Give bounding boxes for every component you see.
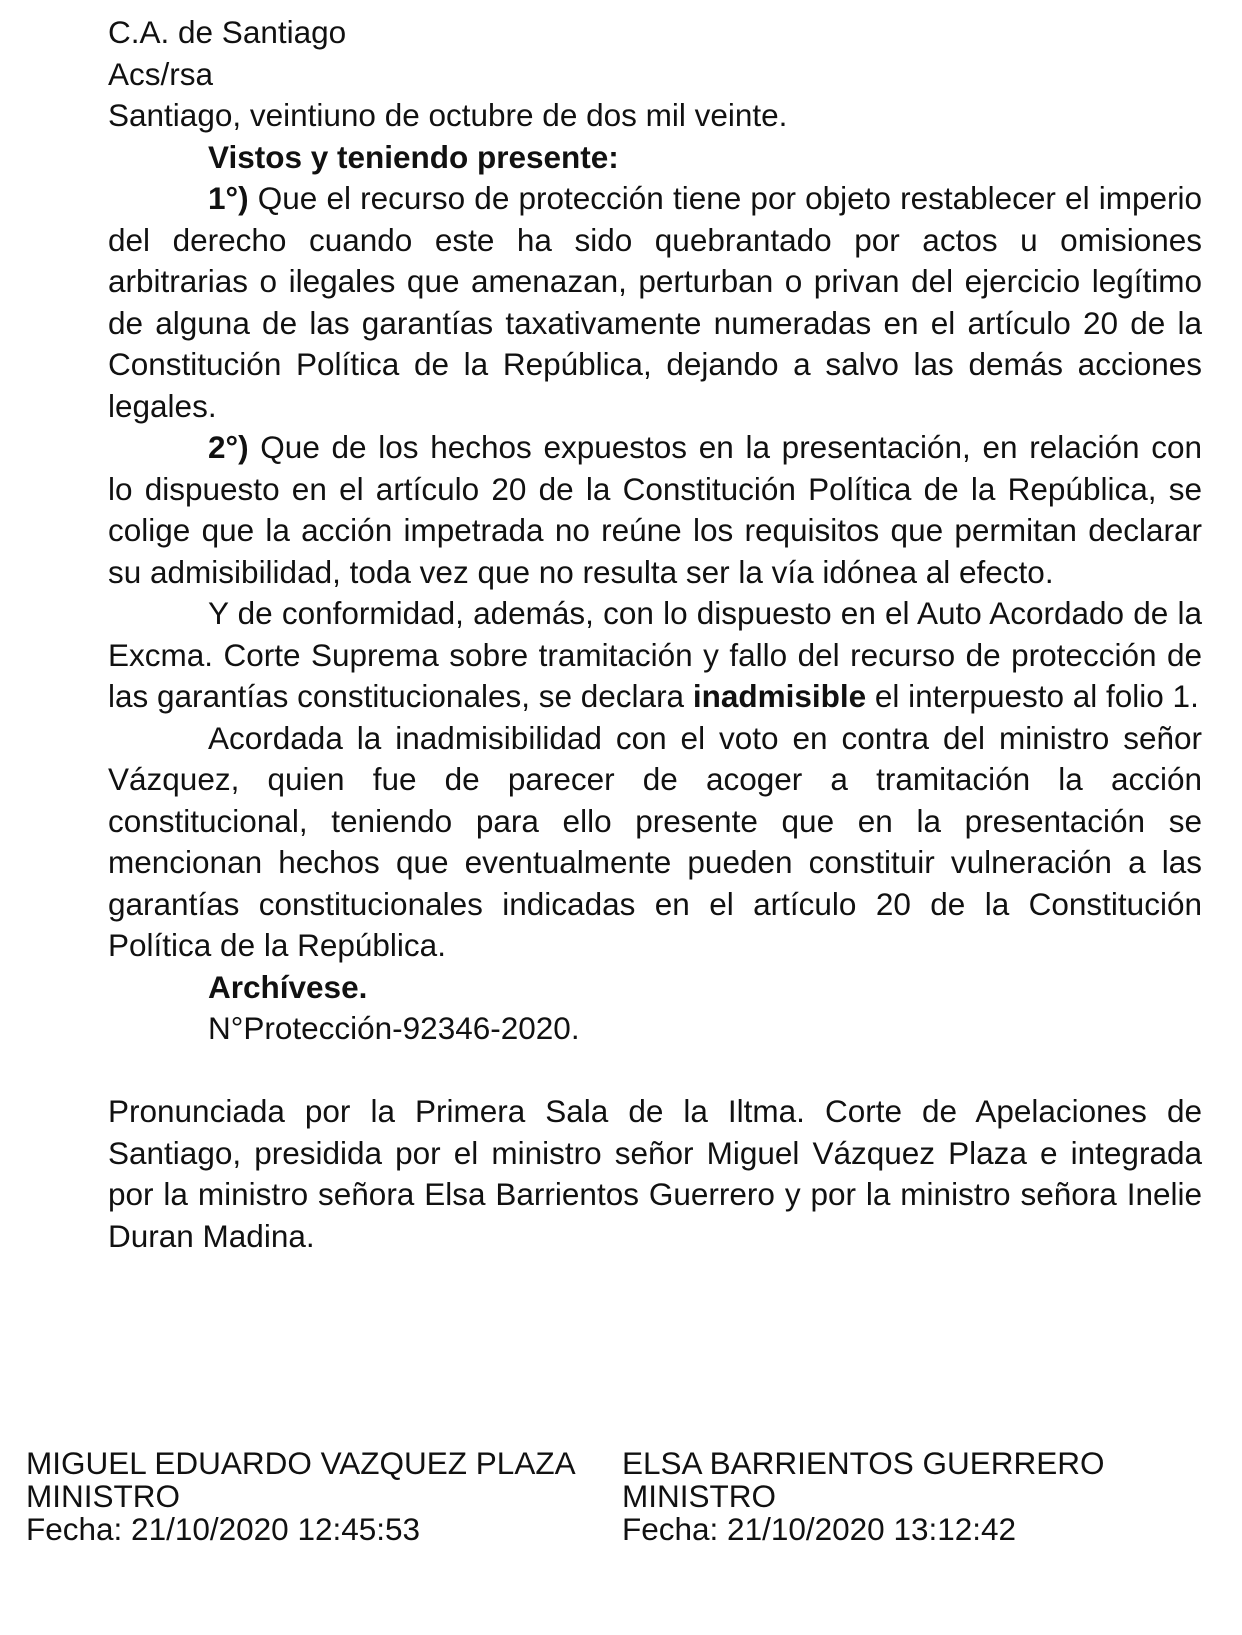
paragraph-1-text: Que el recurso de protección tiene por objeto restablecer el imperio del derecho cuando este ha sido quebrantado por actos u omisiones arbitrarias o ilegales que amenazan, perturban o privan del ejercicio legítimo de alguna de las garantías taxativamente numeradas en el artículo 20 de la Constitución Política de la República, dejando a salvo las demás acciones legales. [108,180,1202,424]
pronunciada-paragraph: Pronunciada por la Primera Sala de la Iltma. Corte de Apelaciones de Santiago, presidida por el ministro señor Miguel Vázquez Plaza e integrada por la ministro señora Elsa Barrientos Guerrero y por la ministro señora Inelie Duran Madina. [108,1093,1202,1254]
paragraph-3-text-a: Y de conformidad, además, con lo dispuesto en el Auto Acordado de la Excma. Corte Suprema sobre tramitación y fallo del recurso de protección de las garantías constitucionales, se declara [108,595,1202,714]
vistos-heading: Vistos y teniendo presente: [208,138,619,175]
paragraph-4-dissent: Acordada la inadmisibilidad con el voto en contra del ministro señor Vázquez, quien fue de parecer de acoger a tramitación la acción constitucional, teniendo para ello presente que en la presentación se mencionan hechos que eventualmente pueden constituir vulneración a las garantías constitucionales indicadas en el artículo 20 de la Constitución Política de la República. [108,719,1202,963]
paragraph-1-number: 1°) [208,180,249,216]
paragraph-1 [108,178,1202,427]
signer-name: MIGUEL EDUARDO VAZQUEZ PLAZA [26,1445,576,1481]
paragraph-2-number: 2°) [208,429,249,465]
spacer [108,1050,1202,1092]
signer-name: ELSA BARRIENTOS GUERRERO [622,1445,1105,1481]
case-number: N°Protección-92346-2020. [208,1010,580,1046]
signer-role: MINISTRO [622,1478,776,1514]
signature-date: Fecha: 21/10/2020 12:45:53 [26,1511,421,1547]
date-line: Santiago, veintiuno de octubre de dos mil veinte. [108,97,788,133]
signature-date: Fecha: 21/10/2020 13:12:42 [622,1511,1017,1547]
inadmisible-keyword: inadmisible [692,678,867,714]
resolution-document [108,12,1202,1257]
archivese-order: Archívese. [208,968,368,1005]
paragraph-2-text: Que de los hechos expuestos en la presentación, en relación con lo dispuesto en el artículo 20 de la Constitución Política de la República, se colige que la acción impetrada no reúne los requisitos que permitan declarar su admisibilidad, toda vez que no resulta ser la vía idónea al efecto. [108,429,1202,590]
signature-vazquez [26,1447,576,1546]
paragraph-3 [108,593,1202,718]
signer-role: MINISTRO [26,1478,180,1514]
paragraph-3-text-b: el interpuesto al folio 1. [866,678,1199,714]
paragraph-2 [108,427,1202,593]
court-name: C.A. de Santiago [108,14,347,50]
signature-barrientos [622,1447,1105,1546]
clerk-initials: Acs/rsa [108,55,214,92]
